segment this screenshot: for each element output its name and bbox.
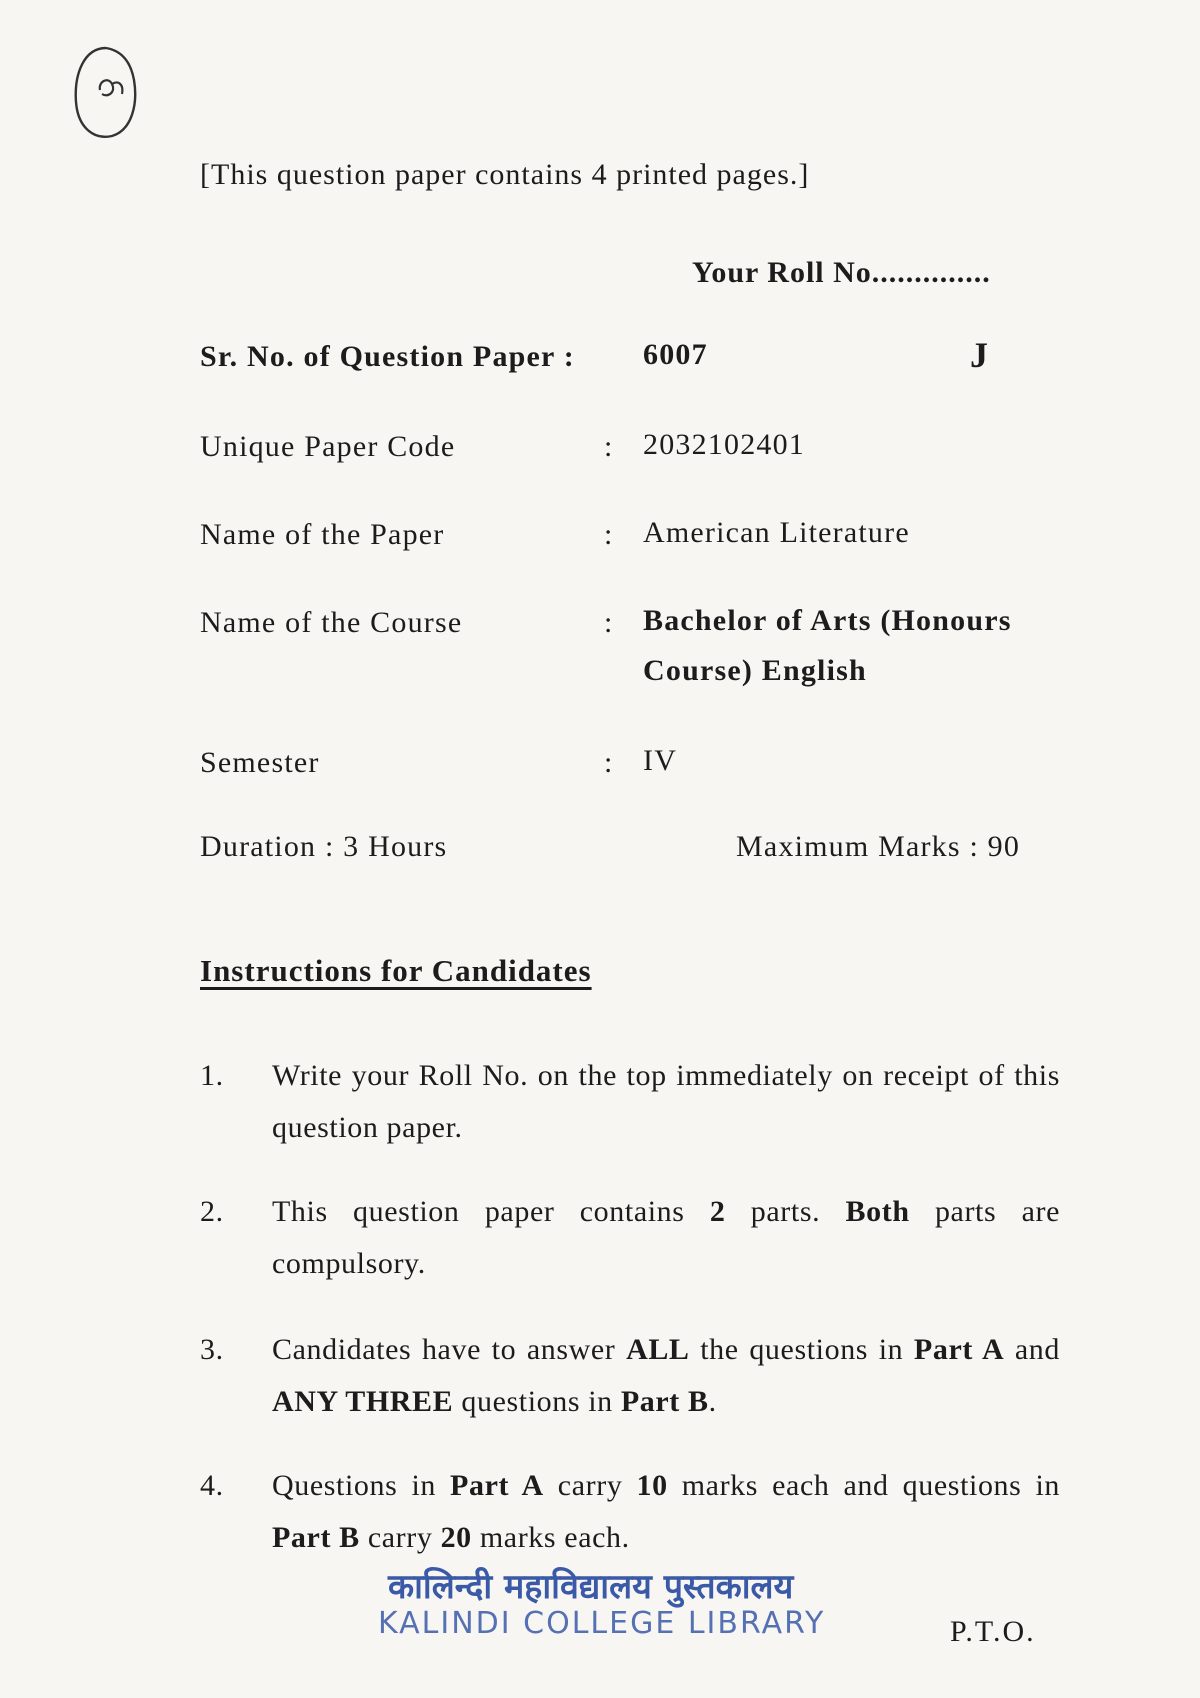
instruction-text-part: the questions in bbox=[689, 1333, 914, 1366]
serial-number-value: 6007 bbox=[643, 338, 708, 371]
instruction-emphasis: Part A bbox=[450, 1469, 544, 1502]
instruction-emphasis: Part B bbox=[272, 1521, 360, 1554]
serial-number-label: Sr. No. of Question Paper : bbox=[200, 340, 575, 373]
course-name-line1: Bachelor of Arts (Honours bbox=[643, 604, 1012, 637]
instruction-text-part: parts. bbox=[725, 1195, 846, 1228]
colon-separator: : bbox=[604, 518, 614, 551]
colon-separator: : bbox=[604, 430, 614, 463]
instruction-emphasis: Part B bbox=[620, 1385, 709, 1418]
instruction-text-part: questions in bbox=[453, 1385, 621, 1418]
instruction-number: 3. bbox=[200, 1333, 224, 1366]
instruction-text bbox=[272, 1324, 1060, 1428]
printed-pages-notice: [This question paper contains 4 printed pages.] bbox=[200, 158, 810, 191]
instruction-text bbox=[272, 1186, 1060, 1290]
instruction-text-part: parts are compulsory. bbox=[272, 1195, 1060, 1280]
paper-name-label: Name of the Paper bbox=[200, 518, 445, 551]
instruction-text-part: and bbox=[1004, 1333, 1061, 1366]
instruction-emphasis: 20 bbox=[440, 1521, 472, 1554]
course-name-line2: Course) English bbox=[643, 654, 867, 687]
roll-number-field: Your Roll No.............. bbox=[692, 256, 991, 289]
instruction-emphasis: Part A bbox=[913, 1333, 1005, 1366]
instruction-text-part: marks each and questions in bbox=[667, 1469, 1061, 1502]
colon-separator: : bbox=[604, 746, 614, 779]
semester-value: IV bbox=[643, 744, 678, 777]
library-stamp-hindi: कालिन्दी महाविद्यालय पुस्तकालय bbox=[388, 1567, 794, 1607]
library-stamp bbox=[378, 1562, 868, 1642]
instruction-text-part: . bbox=[708, 1385, 717, 1418]
unique-paper-code-value: 2032102401 bbox=[643, 428, 805, 461]
instruction-number: 4. bbox=[200, 1469, 224, 1502]
instruction-text-part: carry bbox=[359, 1521, 441, 1554]
unique-paper-code-label: Unique Paper Code bbox=[200, 430, 456, 463]
instruction-text-part: Questions in bbox=[272, 1469, 451, 1502]
maximum-marks: Maximum Marks : 90 bbox=[736, 830, 1021, 863]
instruction-text-part: Candidates have to answer bbox=[272, 1333, 627, 1366]
handwritten-circled-mark-icon bbox=[72, 44, 140, 144]
exam-duration: Duration : 3 Hours bbox=[200, 830, 448, 863]
semester-label: Semester bbox=[200, 746, 320, 779]
instructions-heading: Instructions for Candidates bbox=[200, 953, 592, 988]
paper-name-value: American Literature bbox=[643, 516, 910, 549]
colon-separator: : bbox=[604, 606, 614, 639]
instruction-text-part: carry bbox=[543, 1469, 637, 1502]
instruction-text: Write your Roll No. on the top immediately on receipt of this question paper. bbox=[272, 1059, 1060, 1144]
instruction-number: 2. bbox=[200, 1195, 224, 1228]
instruction-emphasis: ANY THREE bbox=[272, 1385, 454, 1418]
instruction-text-part: This question paper contains bbox=[272, 1195, 710, 1228]
paper-set-letter: J bbox=[970, 335, 988, 375]
instruction-emphasis: 2 bbox=[709, 1195, 726, 1228]
instruction-emphasis: 10 bbox=[636, 1469, 668, 1502]
course-name-label: Name of the Course bbox=[200, 606, 463, 639]
instruction-emphasis: Both bbox=[845, 1195, 910, 1228]
please-turn-over: P.T.O. bbox=[950, 1615, 1036, 1648]
instruction-emphasis: ALL bbox=[626, 1333, 690, 1366]
instruction-text bbox=[272, 1460, 1060, 1564]
instruction-number: 1. bbox=[200, 1059, 224, 1092]
instruction-text-part: marks each. bbox=[471, 1521, 630, 1554]
library-stamp-english: KALINDI COLLEGE LIBRARY bbox=[378, 1606, 826, 1641]
